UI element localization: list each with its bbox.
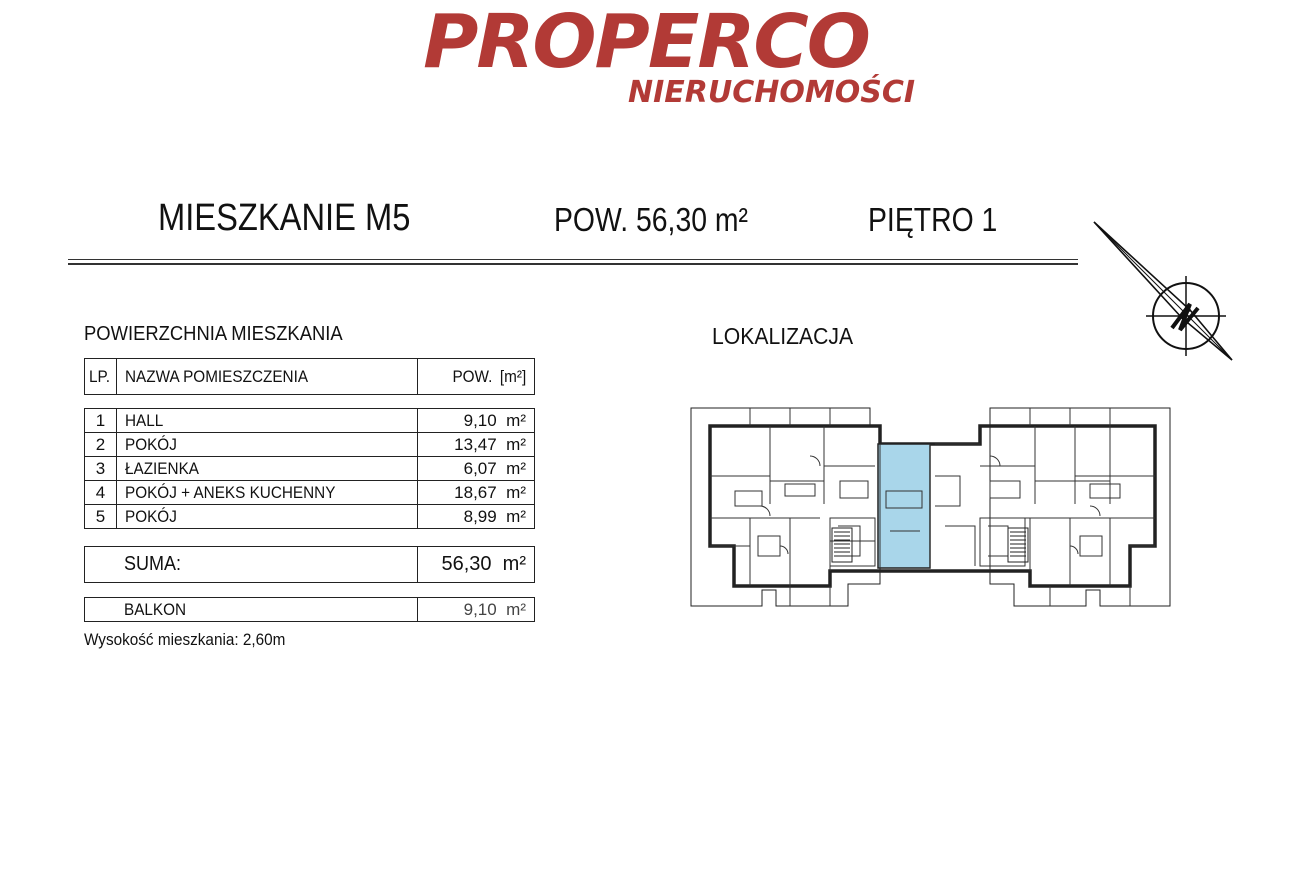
row-lp: 5 bbox=[85, 505, 117, 529]
row-area: 18,67 m² bbox=[418, 481, 535, 505]
location-title: LOKALIZACJA bbox=[712, 323, 854, 349]
row-lp: 2 bbox=[85, 433, 117, 457]
brand-logo: PROPERCO bbox=[423, 0, 869, 85]
north-letter bbox=[1172, 304, 1198, 330]
row-area: 9,10 m² bbox=[418, 409, 535, 433]
area-section-title: POWIERZCHNIA MIESZKANIA bbox=[84, 323, 343, 345]
row-name: POKÓJ + ANEKS KUCHENNY bbox=[116, 481, 417, 505]
building-floor-plan bbox=[690, 406, 1174, 608]
sum-label: SUMA: bbox=[116, 547, 418, 583]
table-row bbox=[85, 409, 535, 433]
area-table bbox=[84, 408, 535, 529]
row-lp: 4 bbox=[85, 481, 117, 505]
balcony-label: BALKON bbox=[116, 598, 418, 622]
row-lp: 3 bbox=[85, 457, 117, 481]
row-name: POKÓJ bbox=[116, 433, 417, 457]
row-area: 8,99 m² bbox=[418, 505, 535, 529]
header-rule-top bbox=[68, 259, 1078, 260]
table-row bbox=[85, 481, 535, 505]
apartment-title: MIESZKANIE M5 bbox=[158, 197, 411, 239]
row-name: HALL bbox=[116, 409, 417, 433]
row-area: 13,47 m² bbox=[418, 433, 535, 457]
table-row bbox=[85, 433, 535, 457]
area-table-header bbox=[84, 358, 535, 395]
row-name: ŁAZIENKA bbox=[116, 457, 417, 481]
col-name-header: NAZWA POMIESZCZENIA bbox=[116, 359, 417, 395]
balcony-table bbox=[84, 597, 535, 622]
row-name: POKÓJ bbox=[116, 505, 417, 529]
brand-logo-subtitle: NIERUCHOMOŚCI bbox=[628, 75, 915, 110]
apartment-floor: PIĘTRO 1 bbox=[868, 201, 998, 238]
table-row bbox=[85, 505, 535, 529]
row-lp: 1 bbox=[85, 409, 117, 433]
sum-spacer bbox=[85, 547, 117, 583]
apartment-area: POW. 56,30 m² bbox=[554, 201, 748, 238]
balcony-area: 9,10 m² bbox=[418, 598, 535, 622]
header-rule-bottom bbox=[68, 263, 1078, 265]
balcony-spacer bbox=[85, 598, 117, 622]
north-arrow-icon bbox=[1090, 218, 1240, 368]
table-row bbox=[85, 457, 535, 481]
apartment-height-note: Wysokość mieszkania: 2,60m bbox=[84, 630, 286, 649]
col-area-header: POW. [m²] bbox=[418, 359, 535, 395]
row-area: 6,07 m² bbox=[418, 457, 535, 481]
sum-table bbox=[84, 546, 535, 583]
col-lp-header: LP. bbox=[85, 359, 117, 395]
sum-area: 56,30 m² bbox=[418, 547, 535, 583]
